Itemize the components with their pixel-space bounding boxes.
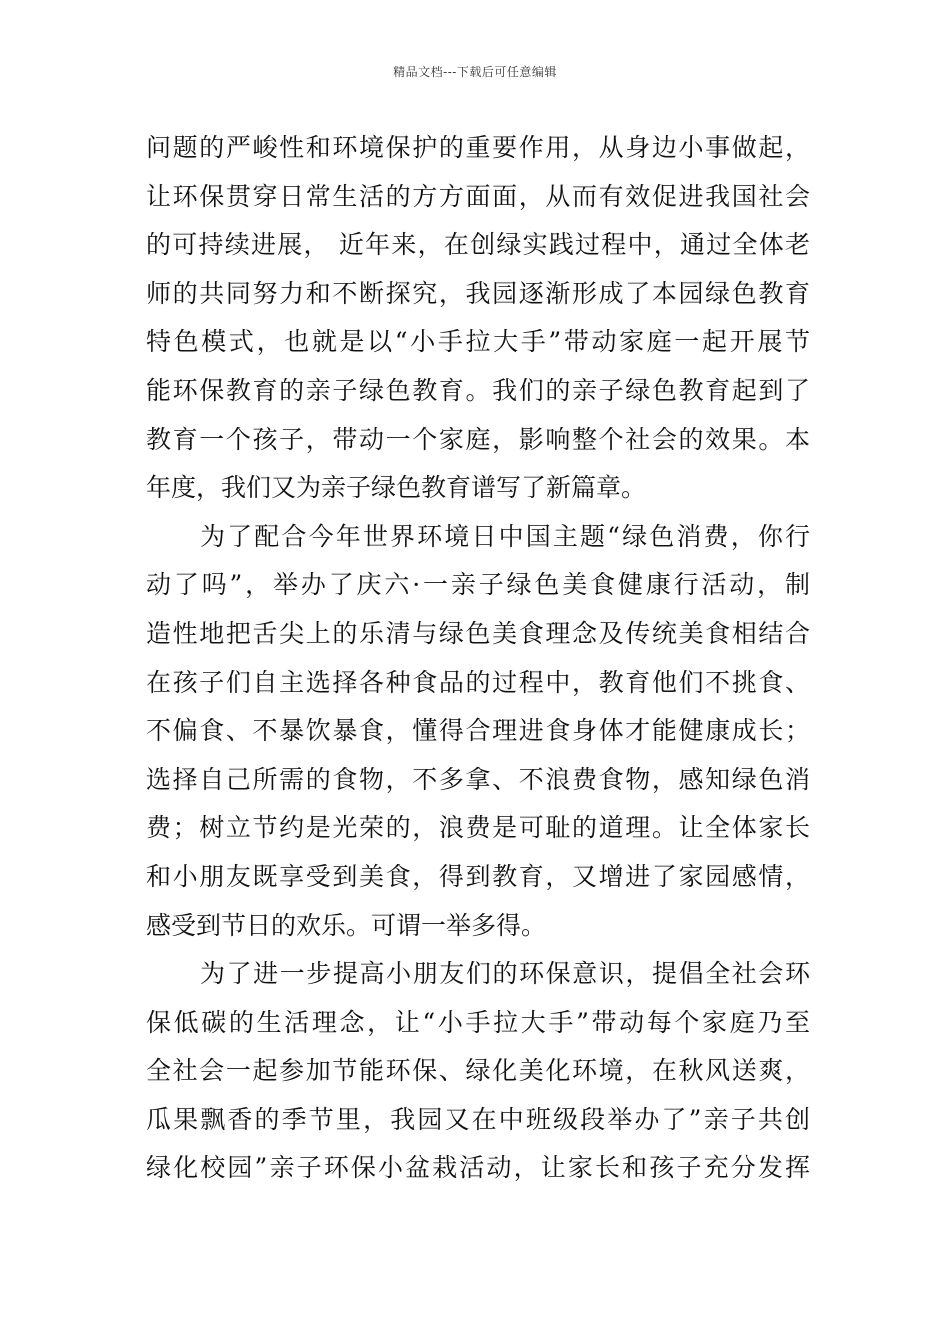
text-line: 全社会一起参加节能环保、绿化美化环境，在秋风送爽， <box>146 1056 810 1086</box>
text-line: 让环保贯穿日常生活的方方面面，从而有效促进我国社会 <box>146 181 810 211</box>
text-line: 特色模式，也就是以“小手拉大手”带动家庭一起开展节 <box>146 327 810 357</box>
text-line: 能环保教育的亲子绿色教育。我们的亲子绿色教育起到了 <box>146 375 810 405</box>
text-line: 和小朋友既享受到美食，得到教育，又增进了家园感情， <box>146 861 810 891</box>
text-line: 保低碳的生活理念，让“小手拉大手”带动每个家庭乃至 <box>146 1007 810 1037</box>
text-line: 造性地把舌尖上的乐清与绿色美食理念及传统美食相结合 <box>146 618 810 648</box>
text-line: 不偏食、不暴饮暴食，懂得合理进食身体才能健康成长； <box>146 716 810 746</box>
text-line: 问题的严峻性和环境保护的重要作用，从身边小事做起， <box>146 133 810 162</box>
paragraph-first-line: 为了进一步提高小朋友们的环保意识，提倡全社会环 <box>200 959 810 989</box>
text-line: 绿化校园”亲子环保小盆栽活动，让家长和孩子充分发挥 <box>146 1153 810 1183</box>
text-line: 瓜果飘香的季节里，我园又在中班级段举办了”亲子共创 <box>146 1104 810 1134</box>
text-line: 年度，我们又为亲子绿色教育谱写了新篇章。 <box>146 473 647 503</box>
text-line: 动了吗”，举办了庆六·一亲子绿色美食健康行活动，制 <box>146 570 810 600</box>
text-line: 费；树立节约是光荣的，浪费是可耻的道理。让全体家长 <box>146 813 810 843</box>
page-header: 精品文档---下载后可任意编辑 <box>393 65 557 79</box>
paragraph-first-line: 为了配合今年世界环境日中国主题“绿色消费，你行 <box>200 521 810 551</box>
text-line: 在孩子们自主选择各种食品的过程中，教育他们不挑食、 <box>146 667 810 697</box>
text-line: 感受到节日的欢乐。可谓一举多得。 <box>146 910 547 940</box>
document-body <box>146 124 810 1193</box>
text-line: 的可持续进展， 近年来，在创绿实践过程中，通过全体老 <box>146 230 810 260</box>
text-line: 教育一个孩子，带动一个家庭，影响整个社会的效果。本 <box>146 424 810 454</box>
text-line: 选择自己所需的食物，不多拿、不浪费食物，感知绿色消 <box>146 764 810 794</box>
text-line: 师的共同努力和不断探究，我园逐渐形成了本园绿色教育 <box>146 278 810 308</box>
